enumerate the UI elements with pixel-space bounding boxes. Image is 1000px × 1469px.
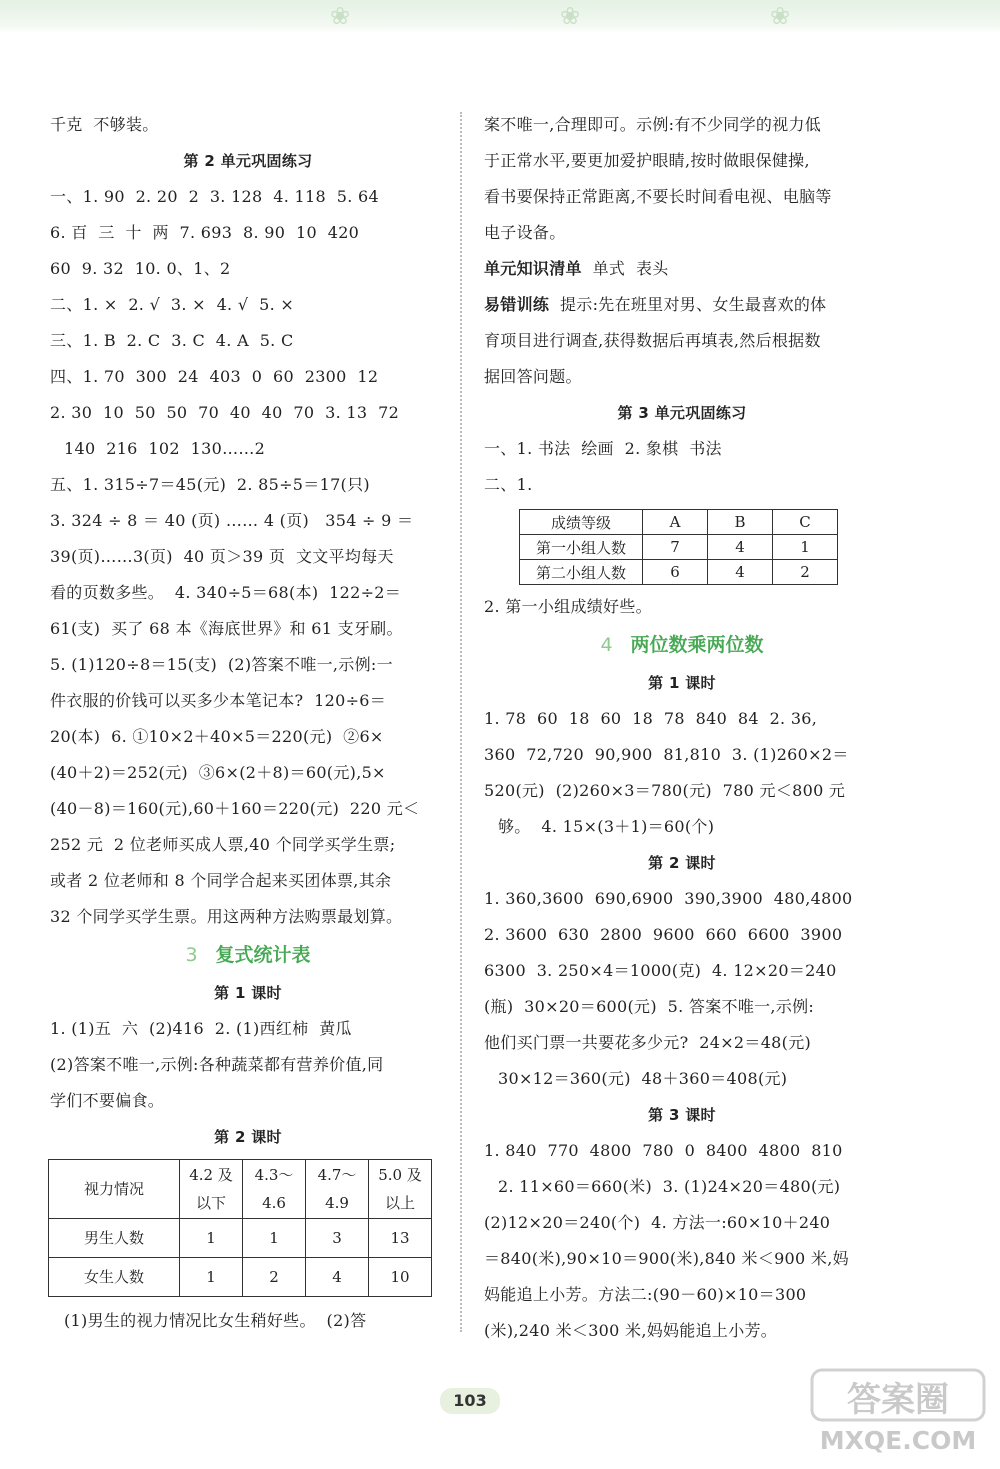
answer-line: 单元知识清单 单式 表头 bbox=[484, 259, 669, 278]
chapter-title: 两位数乘两位数 bbox=[630, 634, 764, 656]
table-cell: 7 bbox=[643, 535, 708, 560]
answer-line: (40－8)＝160(元),60＋160＝220(元) 220 元＜ bbox=[50, 799, 420, 818]
lesson-title: 第 1 课时 bbox=[214, 984, 282, 1002]
chapter-title: 复式统计表 bbox=[215, 944, 311, 966]
answer-line: 520(元) (2)260×3＝780(元) 780 元＜800 元 bbox=[484, 781, 846, 800]
leaf-decoration-icon: ❀ bbox=[770, 2, 791, 30]
answer-line: 育项目进行调查,获得数据后再填表,然后根据数 bbox=[484, 331, 821, 350]
table-cell: 1 bbox=[180, 1258, 243, 1297]
answer-line: 20(本) 6. ①10×2＋40×5＝220(元) ②6× bbox=[50, 727, 384, 746]
answer-line: 或者 2 位老师和 8 个同学合起来买团体票,其余 bbox=[50, 871, 392, 890]
answer-line: (瓶) 30×20＝600(元) 5. 答案不唯一,示例: bbox=[484, 997, 815, 1016]
answer-line: 2. 第一小组成绩好些。 bbox=[484, 597, 652, 616]
answer-line: (2)12×20＝240(个) 4. 方法一:60×10＋240 bbox=[484, 1213, 831, 1232]
table-cell: 2 bbox=[773, 560, 838, 585]
lesson-title: 第 3 课时 bbox=[648, 1106, 716, 1124]
answer-line: 140 216 102 130……2 bbox=[64, 439, 266, 458]
answer-line: 30×12＝360(元) 48＋360＝408(元) bbox=[498, 1069, 788, 1088]
section-title: 第 2 单元巩固练习 bbox=[183, 152, 313, 170]
watermark-text: 答案圈 bbox=[847, 1380, 949, 1420]
lesson-title: 第 2 课时 bbox=[648, 854, 716, 872]
left-column bbox=[50, 107, 446, 1339]
table-cell: 10 bbox=[369, 1258, 432, 1297]
chapter-heading bbox=[50, 935, 446, 975]
answer-line: 四、1. 70 300 24 403 0 60 2300 12 bbox=[50, 367, 379, 386]
table-row bbox=[49, 1160, 432, 1219]
right-column bbox=[484, 107, 880, 1349]
answer-line: 看书要保持正常距离,不要长时间看电视、电脑等 bbox=[484, 187, 832, 206]
answer-line: 易错训练 提示:先在班里对男、女生最喜欢的体 bbox=[484, 295, 827, 314]
answer-line: 学们不要偏食。 bbox=[50, 1091, 165, 1110]
leaf-decoration-icon: ❀ bbox=[560, 2, 581, 30]
answer-line: ＝840(米),90×10＝900(米),840 米＜900 米,妈 bbox=[484, 1249, 849, 1268]
label-error-training: 易错训练 bbox=[484, 295, 550, 314]
answer-line: 三、1. B 2. C 3. C 4. A 5. C bbox=[50, 331, 294, 350]
table-cell: 第二小组人数 bbox=[520, 560, 643, 585]
answer-line: 1. 840 770 4800 780 0 8400 4800 810 bbox=[484, 1141, 843, 1160]
answer-line: 6. 百 三 十 两 7. 693 8. 90 10 420 bbox=[50, 223, 360, 242]
table-row bbox=[49, 1219, 432, 1258]
answer-line: 3. 324 ÷ 8 ＝ 40 (页) …… 4 (页) 354 ÷ 9 ＝ bbox=[50, 511, 414, 530]
answer-line: 1. (1)五 六 (2)416 2. (1)西红柿 黄瓜 bbox=[50, 1019, 352, 1038]
label-knowledge-list: 单元知识清单 bbox=[484, 259, 582, 278]
table-cell: 3 bbox=[306, 1219, 369, 1258]
answer-line: (米),240 米＜300 米,妈妈能追上小芳。 bbox=[484, 1321, 778, 1340]
page-number: 103 bbox=[440, 1388, 500, 1414]
answer-line: 二、1. bbox=[484, 475, 533, 494]
table-header-cell: 5.0 及 以上 bbox=[369, 1160, 432, 1219]
answer-line: 60 9. 32 10. 0、1、2 bbox=[50, 259, 231, 278]
answer-line: 61(支) 买了 68 本《海底世界》和 61 支牙刷。 bbox=[50, 619, 403, 638]
table-header-cell: 4.3～ 4.6 bbox=[243, 1160, 306, 1219]
table-cell: 1 bbox=[243, 1219, 306, 1258]
answer-line: 案不唯一,合理即可。示例:有不少同学的视力低 bbox=[484, 115, 822, 134]
table-header-cell: 4.2 及 以下 bbox=[180, 1160, 243, 1219]
chapter-heading bbox=[484, 625, 880, 665]
answer-line: 一、1. 书法 绘画 2. 象棋 书法 bbox=[484, 439, 722, 458]
table-cell: 第一小组人数 bbox=[520, 535, 643, 560]
answer-line: 一、1. 90 2. 20 2 3. 128 4. 118 5. 64 bbox=[50, 187, 379, 206]
answer-line: 360 72,720 90,900 81,810 3. (1)260×2＝ bbox=[484, 745, 849, 764]
table-header-cell: 视力情况 bbox=[49, 1160, 180, 1219]
column-divider bbox=[460, 112, 462, 1332]
lesson-title: 第 2 课时 bbox=[214, 1128, 282, 1146]
answer-line: (2)答案不唯一,示例:各种蔬菜都有营养价值,同 bbox=[50, 1055, 384, 1074]
answer-line: 千克 不够装。 bbox=[50, 115, 159, 134]
answer-line: 1. 360,3600 690,6900 390,3900 480,4800 bbox=[484, 889, 853, 908]
answer-line: (40＋2)＝252(元) ③6×(2＋8)＝60(元),5× bbox=[50, 763, 386, 782]
answer-line: 够。 4. 15×(3＋1)＝60(个) bbox=[498, 817, 715, 836]
grade-table bbox=[519, 509, 838, 585]
answer-line: 五、1. 315÷7＝45(元) 2. 85÷5＝17(只) bbox=[50, 475, 370, 494]
table-row bbox=[520, 535, 838, 560]
answer-line: 他们买门票一共要花多少元? 24×2＝48(元) bbox=[484, 1033, 812, 1052]
chapter-number: 4 bbox=[600, 634, 613, 656]
answer-line: 39(页)……3(页) 40 页＞39 页 文文平均每天 bbox=[50, 547, 394, 566]
table-cell: 1 bbox=[773, 535, 838, 560]
answer-line: 32 个同学买学生票。用这两种方法购票最划算。 bbox=[50, 907, 403, 926]
table-header-cell: 成绩等级 bbox=[520, 510, 643, 535]
answer-line: 252 元 2 位老师买成人票,40 个同学买学生票; bbox=[50, 835, 396, 854]
table-cell: 6 bbox=[643, 560, 708, 585]
section-title: 第 3 单元巩固练习 bbox=[617, 404, 747, 422]
answer-line: 2. 11×60＝660(米) 3. (1)24×20＝480(元) bbox=[498, 1177, 841, 1196]
answer-line: 2. 30 10 50 50 70 40 40 70 3. 13 72 bbox=[50, 403, 400, 422]
table-cell: 1 bbox=[180, 1219, 243, 1258]
table-header-cell: B bbox=[708, 510, 773, 535]
answer-line: 电子设备。 bbox=[484, 223, 566, 242]
table-cell: 4 bbox=[708, 535, 773, 560]
table-header-cell: C bbox=[773, 510, 838, 535]
answer-line: 5. (1)120÷8＝15(支) (2)答案不唯一,示例:一 bbox=[50, 655, 393, 674]
table-cell: 男生人数 bbox=[49, 1219, 180, 1258]
page-header-band bbox=[0, 0, 1000, 34]
table-row bbox=[520, 560, 838, 585]
table-cell: 2 bbox=[243, 1258, 306, 1297]
answer-line: 于正常水平,要更加爱护眼睛,按时做眼保健操, bbox=[484, 151, 810, 170]
answer-line: 妈能追上小芳。方法二:(90－60)×10＝300 bbox=[484, 1285, 807, 1304]
answer-line: (1)男生的视力情况比女生稍好些。 (2)答 bbox=[64, 1311, 367, 1330]
answer-line: 1. 78 60 18 60 18 78 840 84 2. 36, bbox=[484, 709, 818, 728]
table-cell: 13 bbox=[369, 1219, 432, 1258]
table-header-cell: A bbox=[643, 510, 708, 535]
answer-line: 件衣服的价钱可以买多少本笔记本? 120÷6＝ bbox=[50, 691, 387, 710]
answer-line: 2. 3600 630 2800 9600 660 6600 3900 bbox=[484, 925, 843, 944]
leaf-decoration-icon: ❀ bbox=[330, 2, 351, 30]
table-cell: 女生人数 bbox=[49, 1258, 180, 1297]
lesson-title: 第 1 课时 bbox=[648, 674, 716, 692]
answer-line: 据回答问题。 bbox=[484, 367, 582, 386]
table-cell: 4 bbox=[306, 1258, 369, 1297]
table-row bbox=[49, 1258, 432, 1297]
table-row bbox=[520, 510, 838, 535]
answer-line: 二、1. × 2. √ 3. × 4. √ 5. × bbox=[50, 295, 295, 314]
answer-line: 6300 3. 250×4＝1000(克) 4. 12×20＝240 bbox=[484, 961, 837, 980]
watermark-url: MXQE.COM bbox=[819, 1426, 977, 1455]
chapter-number: 3 bbox=[185, 944, 198, 966]
watermark-logo bbox=[808, 1368, 988, 1464]
vision-table bbox=[48, 1159, 432, 1297]
table-header-cell: 4.7～ 4.9 bbox=[306, 1160, 369, 1219]
table-cell: 4 bbox=[708, 560, 773, 585]
answer-line: 看的页数多些。 4. 340÷5＝68(本) 122÷2＝ bbox=[50, 583, 402, 602]
